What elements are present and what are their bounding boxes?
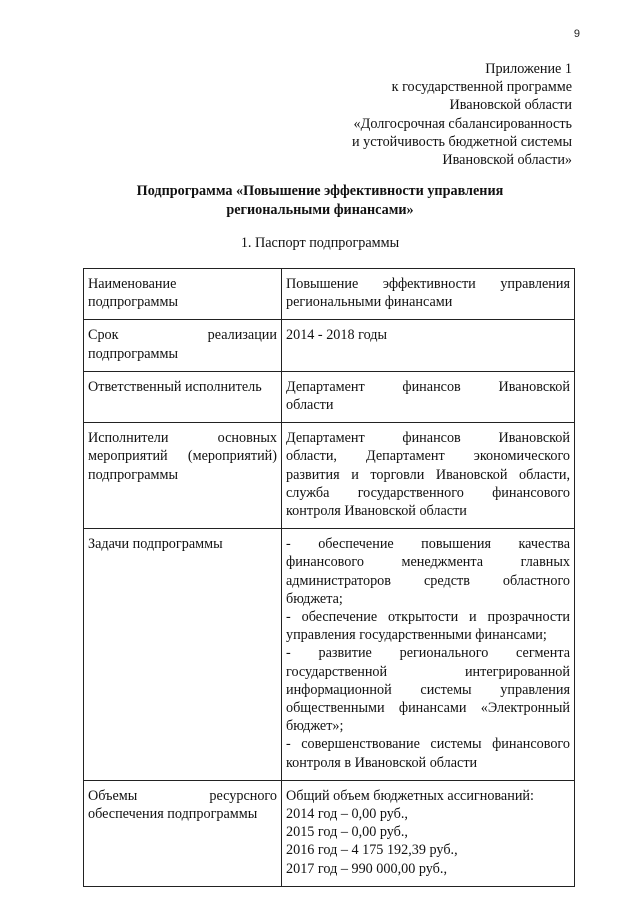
- appendix-line: «Долгосрочная сбалансированность: [353, 115, 572, 132]
- label-line: подпрограммы: [88, 345, 178, 362]
- value-line: 2014 - 2018 годы: [286, 327, 388, 344]
- row-label-executors: [84, 423, 282, 529]
- label-line: Исполнители основных: [88, 430, 277, 447]
- value-line: 2017 год – 990 000,00 руб.,: [286, 860, 447, 877]
- appendix-header: [352, 60, 572, 169]
- row-value-executors: [282, 423, 575, 529]
- subprogram-title-line: региональными финансами»: [226, 201, 414, 218]
- value-line: Повышение эффективности управления: [286, 276, 570, 292]
- label-line: подпрограммы: [88, 294, 178, 311]
- value-line: контроля Ивановской области: [286, 503, 467, 520]
- value-line: развития и торговли Ивановской области,: [286, 466, 570, 483]
- value-line: региональными финансами: [286, 294, 453, 311]
- row-label-responsible: [84, 371, 282, 422]
- label-line: Задачи подпрограммы: [88, 536, 223, 553]
- value-line: контроля в Ивановской области: [286, 754, 478, 771]
- passport-table: [83, 268, 575, 887]
- value-line: - развитие регионального сегмента: [286, 645, 570, 662]
- appendix-line: Ивановской области»: [442, 152, 572, 169]
- subprogram-title: [0, 182, 640, 219]
- value-line: области, Департамент экономического: [286, 448, 570, 465]
- table-row: [84, 423, 575, 529]
- value-line: финансового менеджмента главных: [286, 554, 570, 571]
- table-row: [84, 529, 575, 781]
- label-line: Срок реализации: [88, 327, 277, 344]
- appendix-line: и устойчивость бюджетной системы: [352, 133, 572, 150]
- value-line: Департамент финансов Ивановской: [286, 378, 570, 395]
- value-line: администраторов средств областного: [286, 572, 570, 589]
- appendix-line: Приложение 1: [485, 61, 572, 77]
- value-line: 2016 год – 4 175 192,39 руб.,: [286, 842, 458, 859]
- value-line: управления государственными финансами;: [286, 627, 547, 644]
- value-line: - обеспечение открытости и прозрачности: [286, 609, 570, 626]
- subprogram-title-line: Подпрограмма «Повышение эффективности управления: [136, 183, 504, 199]
- value-line: общественными финансами «Электронный: [286, 700, 570, 717]
- table-row: [84, 780, 575, 886]
- row-label-tasks: [84, 529, 282, 781]
- row-value-resources: [282, 780, 575, 886]
- value-line: области: [286, 397, 334, 414]
- label-line: Объемы ресурсного: [88, 787, 277, 804]
- value-line: 2015 год – 0,00 руб.,: [286, 824, 408, 841]
- label-line: обеспечения подпрограммы: [88, 806, 258, 823]
- value-line: Общий объем бюджетных ассигнований:: [286, 787, 534, 804]
- page-number: 9: [573, 28, 580, 40]
- value-line: информационной системы управления: [286, 681, 570, 698]
- value-line: государственной интегрированной: [286, 663, 570, 680]
- table-row: [84, 269, 575, 320]
- row-value-responsible: [282, 371, 575, 422]
- value-line: Департамент финансов Ивановской: [286, 430, 570, 447]
- table-row: [84, 320, 575, 371]
- row-label-term: [84, 320, 282, 371]
- value-line: бюджета;: [286, 590, 343, 607]
- appendix-line: к государственной программе: [391, 79, 572, 96]
- value-line: - совершенствование системы финансового: [286, 736, 570, 753]
- row-value-tasks: [282, 529, 575, 781]
- value-line: служба государственного финансового: [286, 484, 570, 501]
- row-value-term: [282, 320, 575, 371]
- label-line: Ответственный исполнитель: [88, 378, 262, 395]
- appendix-line: Ивановской области: [449, 97, 572, 114]
- row-value-name: [282, 269, 575, 320]
- row-label-name: [84, 269, 282, 320]
- label-line: подпрограммы: [88, 466, 178, 483]
- label-line: Наименование: [88, 276, 177, 292]
- label-line: мероприятий (мероприятий): [88, 448, 277, 465]
- passport-heading: 1. Паспорт подпрограммы: [240, 235, 400, 251]
- table-row: [84, 371, 575, 422]
- row-label-resources: [84, 780, 282, 886]
- value-line: 2014 год – 0,00 руб.,: [286, 806, 408, 823]
- value-line: бюджет»;: [286, 718, 344, 735]
- value-line: - обеспечение повышения качества: [286, 536, 570, 553]
